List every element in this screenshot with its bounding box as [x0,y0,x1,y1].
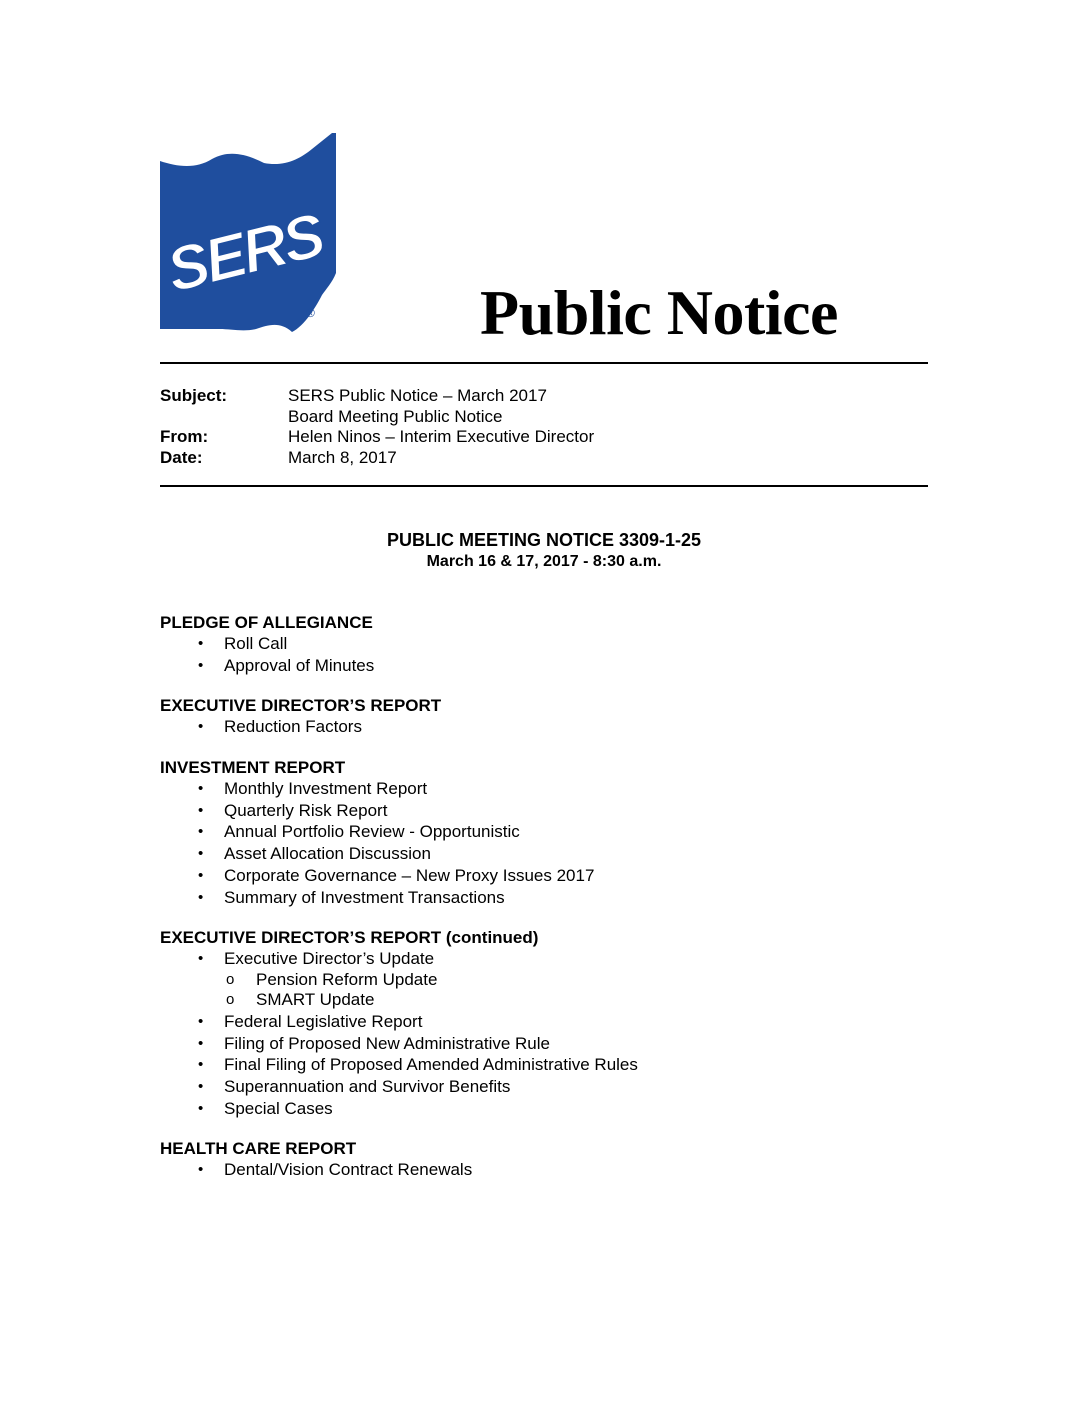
subject-label: Subject: [160,386,228,405]
agenda [160,612,940,1200]
agenda-item [160,633,940,655]
bullet-icon: • [198,780,204,798]
meeting-datetime: March 16 & 17, 2017 - 8:30 a.m. [426,553,662,570]
agenda-section-executive-director-continued [160,927,940,1119]
agenda-section-investment [160,757,940,908]
agenda-item-label: Corporate Governance – New Proxy Issues 2017 [224,865,595,885]
agenda-items [160,948,940,1119]
agenda-items [160,633,940,676]
agenda-item-label: Filing of Proposed New Administrative Rule [224,1033,550,1053]
circle-bullet-icon: o [226,991,235,1009]
registered-mark: ® [306,306,315,320]
section-title: EXECUTIVE DIRECTOR’S REPORT [160,696,442,716]
bullet-icon: • [198,866,204,884]
bullet-icon: • [198,1034,204,1052]
section-title: HEALTH CARE REPORT [160,1139,357,1159]
bullet-icon: • [198,1161,204,1179]
section-title: PLEDGE OF ALLEGIANCE [160,613,373,632]
agenda-subitem [160,990,940,1011]
date-value: March 8, 2017 [288,447,397,467]
bullet-icon: • [198,1077,204,1095]
bullet-icon: • [198,656,204,674]
agenda-item-label: Approval of Minutes [224,655,375,675]
agenda-item-label: Quarterly Risk Report [224,800,388,820]
subject-value: SERS Public Notice – March 2017 [288,386,547,405]
agenda-item [160,821,940,843]
agenda-item [160,1159,940,1181]
agenda-item-label: Dental/Vision Contract Renewals [224,1160,473,1180]
agenda-item-label: Monthly Investment Report [224,779,428,799]
agenda-item-label: Summary of Investment Transactions [224,887,505,907]
meeting-notice-heading [160,528,928,572]
agenda-section-executive-director [160,695,940,738]
agenda-item-label: Roll Call [224,634,288,653]
bottom-divider [160,485,928,487]
agenda-item [160,1098,940,1120]
circle-bullet-icon: o [226,970,235,988]
agenda-subitem [160,970,940,991]
agenda-item-label: Superannuation and Survivor Benefits [224,1076,511,1096]
agenda-section-pledge [160,612,940,676]
bullet-icon: • [198,950,204,968]
agenda-items [160,1159,940,1181]
agenda-item [160,1054,940,1076]
agenda-item-label: Reduction Factors [224,717,362,737]
document-title: Public Notice [480,277,838,348]
date-label: Date: [160,447,203,467]
bullet-icon: • [198,1099,204,1117]
from-value: Helen Ninos – Interim Executive Director [288,427,595,446]
bullet-icon: • [198,845,204,863]
from-label: From: [160,427,209,446]
sers-ohio-logo [160,133,336,333]
agenda-item [160,1011,940,1033]
section-title: INVESTMENT REPORT [160,758,346,778]
bullet-icon: • [198,635,204,652]
subject-value-line2: Board Meeting Public Notice [288,406,503,426]
bullet-icon: • [198,801,204,819]
agenda-item-label: Final Filing of Proposed Amended Administrative Rules [224,1055,638,1075]
agenda-item-label: Annual Portfolio Review - Opportunistic [224,822,520,842]
agenda-subitem-label: Pension Reform Update [256,969,438,989]
agenda-item [160,1033,940,1055]
agenda-item [160,887,940,909]
agenda-subitem-label: SMART Update [256,990,375,1010]
agenda-item [160,1076,940,1098]
agenda-item-label: Federal Legislative Report [224,1011,423,1031]
agenda-section-health-care [160,1138,940,1181]
bullet-icon: • [198,1012,204,1030]
bullet-icon: • [198,1056,204,1074]
bullet-icon: • [198,718,204,736]
agenda-item-label: Asset Allocation Discussion [224,844,431,864]
agenda-item [160,800,940,822]
agenda-item [160,778,940,800]
agenda-item-label: Special Cases [224,1098,333,1118]
agenda-item [160,716,940,738]
logo-letters: SERS [160,200,330,306]
section-title: EXECUTIVE DIRECTOR’S REPORT (continued) [160,928,539,948]
bullet-icon: • [198,888,204,906]
agenda-item [160,655,940,677]
agenda-item [160,865,940,887]
agenda-items [160,716,940,738]
bullet-icon: • [198,823,204,841]
agenda-item [160,843,940,865]
agenda-items [160,778,940,908]
meeting-notice-title: PUBLIC MEETING NOTICE 3309-1-25 [386,530,702,550]
agenda-item-label: Executive Director’s Update [224,949,435,969]
top-divider [160,362,928,364]
agenda-item [160,948,940,970]
